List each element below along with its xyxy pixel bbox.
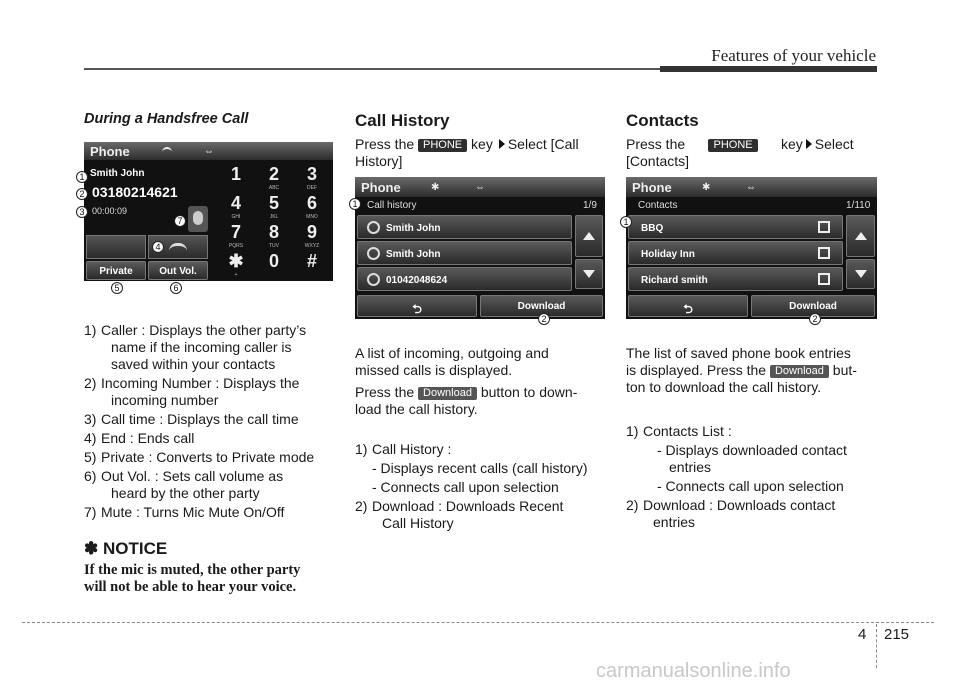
- microphone-icon: [193, 211, 203, 225]
- back-button[interactable]: [357, 295, 477, 317]
- screen-title: Phone: [632, 180, 672, 195]
- usb-icon: ⇔: [475, 182, 485, 193]
- contacts-desc-2: is displayed. Press the Download but-: [626, 362, 857, 378]
- callout-2: 2: [809, 313, 821, 325]
- list-count: 1/110: [846, 200, 871, 211]
- list-item: 4) End : Ends call: [84, 430, 195, 446]
- dial-key[interactable]: 2 ABC: [268, 164, 280, 191]
- contacts-desc-3: ton to download the call history.: [626, 379, 822, 395]
- home-icon: [818, 221, 830, 233]
- list-item: 7) Mute : Turns Mic Mute On/Off: [84, 504, 285, 520]
- bluetooth-icon: ✱: [431, 182, 440, 193]
- contacts-desc-1: The list of saved phone book entries: [626, 345, 851, 361]
- dial-key[interactable]: 1: [230, 164, 241, 184]
- dial-key[interactable]: 0: [268, 251, 279, 271]
- phone-icon: [367, 221, 380, 234]
- arrow-right-icon: [806, 139, 812, 149]
- arrow-down-icon: [583, 270, 595, 278]
- call-history-heading: Call History: [355, 111, 450, 130]
- scroll-down-button[interactable]: [575, 259, 603, 289]
- call-history-desc-2: missed calls is displayed.: [355, 362, 513, 378]
- notice-heading: ✽ NOTICE: [84, 539, 168, 558]
- list-item: - Displays downloaded contact entries: [657, 442, 847, 475]
- list-item: 1) Call History :: [355, 441, 452, 457]
- phone-key-badge: PHONE: [418, 139, 467, 152]
- hangup-icon: [169, 243, 187, 251]
- scroll-down-button[interactable]: [846, 259, 875, 289]
- list-item: - Displays recent calls (call history): [372, 460, 588, 476]
- list-item: 1) Caller : Displays the other party’s name if the incoming caller is saved within your contacts: [84, 322, 307, 372]
- mute-button[interactable]: [188, 206, 208, 232]
- dial-key[interactable]: 7 PQRS: [228, 222, 244, 249]
- arrow-up-icon: [855, 232, 867, 240]
- back-icon: ⮌: [412, 302, 422, 316]
- home-icon: [818, 273, 830, 285]
- out-vol-button[interactable]: Out Vol.: [148, 261, 208, 280]
- contacts-screen: [626, 177, 877, 319]
- usb-icon: ⇔: [204, 146, 214, 157]
- call-history-download-desc: Press the Download button to down-: [355, 384, 578, 400]
- phone-icon: [367, 273, 380, 286]
- dial-key[interactable]: ✱ +: [228, 251, 244, 278]
- caller-name: Smith John: [90, 168, 145, 179]
- section-title: Features of your vehicle: [711, 46, 876, 65]
- list-item[interactable]: Holiday Inn: [628, 241, 843, 265]
- private-button[interactable]: Private: [86, 261, 146, 280]
- list-subtitle: Call history: [367, 200, 417, 211]
- dial-key[interactable]: 3 DEF: [306, 164, 317, 191]
- back-icon: ⮌: [683, 302, 693, 316]
- download-badge: Download: [770, 365, 829, 378]
- list-item: 2) Incoming Number : Displays the incoming number: [84, 375, 300, 408]
- list-item: 2) Download : Downloads contact entries: [626, 497, 836, 530]
- dial-key[interactable]: 6 MNO: [306, 193, 318, 220]
- callout-3: 3: [76, 206, 88, 218]
- usb-icon: ⇔: [746, 182, 756, 193]
- handsfree-call-screen: [84, 142, 333, 281]
- call-button[interactable]: [86, 235, 146, 259]
- mobile-icon: [818, 247, 830, 259]
- list-item: 6) Out Vol. : Sets call volume as heard by the other party: [84, 468, 284, 501]
- caller-number: 03180214621: [92, 184, 178, 200]
- arrow-up-icon: [583, 232, 595, 240]
- callout-2: 2: [538, 313, 550, 325]
- dial-key[interactable]: 8 TUV: [268, 222, 279, 249]
- contacts-heading: Contacts: [626, 111, 699, 130]
- list-item: 2) Download : Downloads Recent Call History: [355, 498, 564, 531]
- list-item[interactable]: Richard smith: [628, 267, 843, 291]
- arrow-down-icon: [855, 270, 867, 278]
- dial-key[interactable]: 9 WXYZ: [304, 222, 320, 249]
- phone-key-badge: PHONE: [708, 139, 757, 152]
- back-button[interactable]: [628, 295, 748, 317]
- screen-title: Phone: [361, 180, 401, 195]
- handsfree-heading: During a Handsfree Call: [84, 111, 249, 127]
- call-history-screen: [355, 177, 605, 319]
- list-count: 1/9: [583, 200, 597, 211]
- callout-6: 6: [170, 282, 182, 294]
- bluetooth-icon: ✱: [702, 182, 711, 193]
- list-item[interactable]: BBQ: [628, 215, 843, 239]
- callout-1: 1: [620, 216, 632, 228]
- phone-icon: [162, 147, 172, 155]
- list-item: 3) Call time : Displays the call time: [84, 411, 299, 427]
- dial-key[interactable]: #: [306, 251, 317, 271]
- callout-2: 2: [76, 188, 88, 200]
- call-history-intro: Press the PHONE key Select [Call: [355, 136, 579, 152]
- callout-4: 4: [152, 241, 164, 253]
- list-item[interactable]: Smith John: [357, 241, 572, 265]
- list-item: 1) Contacts List :: [626, 423, 732, 439]
- callout-5: 5: [111, 282, 123, 294]
- list-item: - Connects call upon selection: [372, 479, 559, 495]
- chapter-number: 4: [858, 626, 867, 643]
- phone-icon: [367, 247, 380, 260]
- dial-key[interactable]: 5 JKL: [268, 193, 279, 220]
- callout-1: 1: [349, 198, 361, 210]
- list-item: - Connects call upon selection: [657, 478, 844, 494]
- header-rule-accent: [660, 66, 877, 72]
- footer-rule: [22, 622, 934, 623]
- notice-line-2: will not be able to hear your voice.: [84, 579, 297, 595]
- scroll-up-button[interactable]: [575, 215, 603, 257]
- watermark: carmanualsonline.info: [596, 660, 791, 682]
- dial-keypad: [216, 162, 331, 280]
- footer-divider: [876, 624, 877, 668]
- list-item: 5) Private : Converts to Private mode: [84, 449, 315, 465]
- arrow-right-icon: [499, 139, 505, 149]
- list-item[interactable]: Smith John: [357, 215, 572, 239]
- page-number: 215: [884, 626, 910, 643]
- call-history-desc-1: A list of incoming, outgoing and: [355, 345, 549, 361]
- contacts-intro-line2: [Contacts]: [626, 153, 690, 169]
- download-button[interactable]: Download: [751, 295, 875, 317]
- download-badge: Download: [418, 387, 477, 400]
- scroll-up-button[interactable]: [846, 215, 875, 257]
- callout-7: 7: [174, 215, 186, 227]
- call-time: 00:00:09: [92, 206, 128, 216]
- notice-line-1: If the mic is muted, the other party: [84, 562, 301, 578]
- call-history-intro-line2: History]: [355, 153, 403, 169]
- download-button[interactable]: Download: [480, 295, 603, 317]
- callout-1: 1: [76, 171, 88, 183]
- dial-key[interactable]: 4 GHI: [230, 193, 241, 220]
- call-history-download-desc-2: load the call history.: [355, 401, 478, 417]
- contacts-intro: Press the PHONE key Select: [626, 136, 854, 152]
- screen-title: Phone: [90, 144, 130, 159]
- list-item[interactable]: 01042048624: [357, 267, 572, 291]
- list-subtitle: Contacts: [638, 200, 678, 211]
